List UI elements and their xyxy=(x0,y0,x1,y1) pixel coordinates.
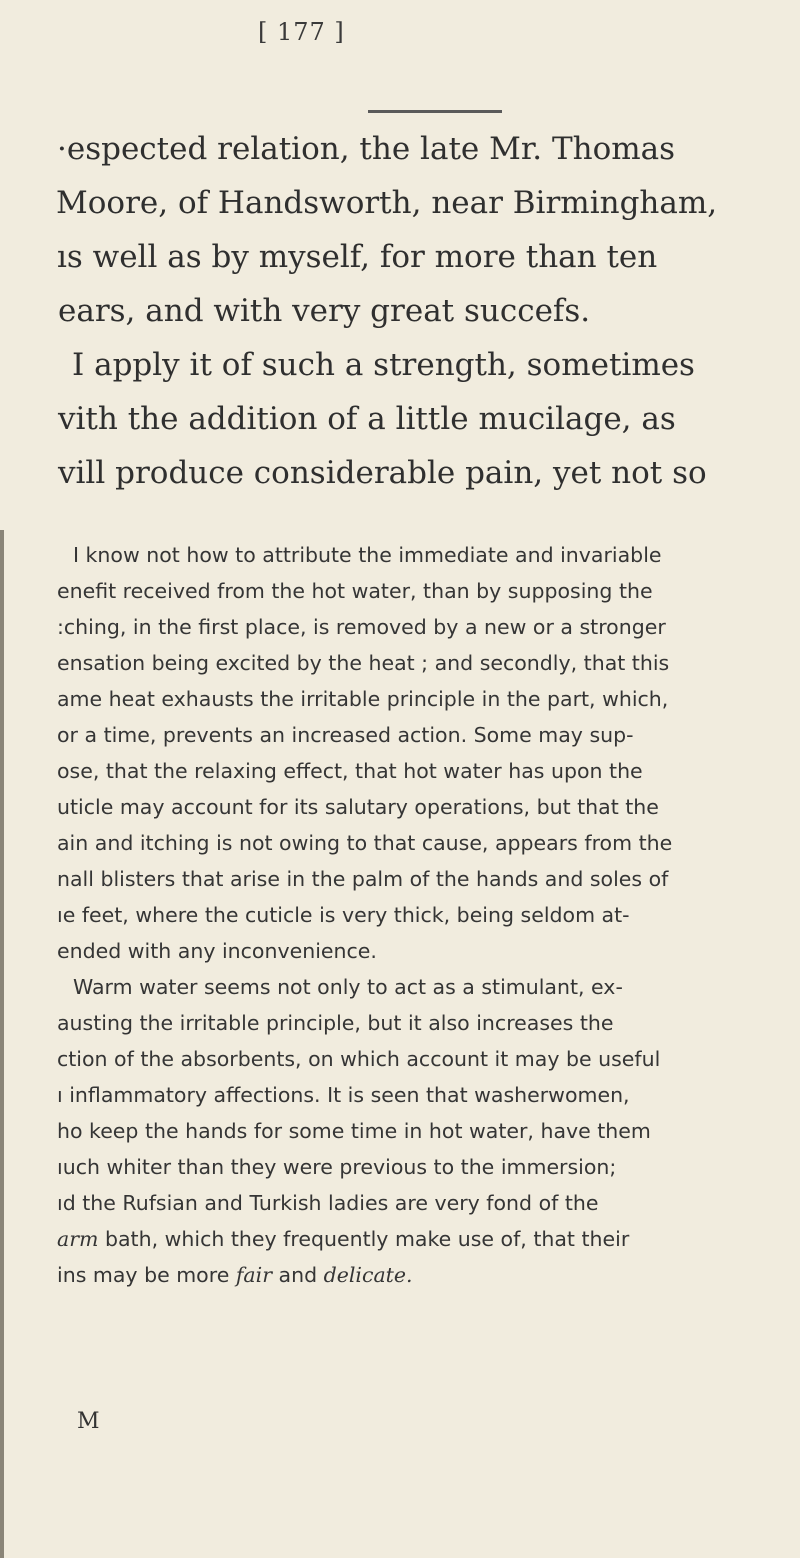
signature-mark: M xyxy=(77,1409,100,1434)
footnote-line: Warm water seems not only to act as a stimulant, ex- xyxy=(73,975,623,999)
footnote-text: ins may be more xyxy=(57,1263,236,1287)
footnote-line: enefit received from the hot water, than by supposing the xyxy=(57,579,653,603)
footnote-line: ıuch whiter than they were previous to the immersion; xyxy=(57,1155,617,1179)
footnote-line: :ching, in the first place, is removed by a new or a stronger xyxy=(57,615,666,639)
footnote-line: ction of the absorbents, on which account it may be useful xyxy=(57,1047,661,1071)
italic-word: delicate. xyxy=(323,1263,413,1287)
header-rule xyxy=(368,110,502,113)
footnote-text: bath, which they frequently make use of, that their xyxy=(98,1227,630,1251)
italic-word: arm xyxy=(57,1227,99,1251)
main-line: ears, and with very great succefs. xyxy=(58,293,591,329)
footnote-line xyxy=(0,1257,800,1293)
page-number: [ 177 ] xyxy=(258,18,345,46)
main-text-block xyxy=(0,122,800,500)
footnote-line: austing the irritable principle, but it also increases the xyxy=(57,1011,614,1035)
footnote-line: ıe feet, where the cuticle is very thick, being seldom at- xyxy=(57,903,630,927)
main-line: I apply it of such a strength, sometimes xyxy=(72,347,695,383)
footnote-line: ensation being excited by the heat ; and secondly, that this xyxy=(57,651,670,675)
footnote-line: ose, that the relaxing effect, that hot water has upon the xyxy=(57,759,643,783)
footnote-line: nall blisters that arise in the palm of the hands and soles of xyxy=(57,867,669,891)
footnote-text: and xyxy=(272,1263,324,1287)
main-line: ıs well as by myself, for more than ten xyxy=(57,239,658,275)
main-line: Moore, of Handsworth, near Birmingham, xyxy=(56,185,718,221)
footnote-line: ame heat exhausts the irritable principle in the part, which, xyxy=(57,687,669,711)
footnote-line: ain and itching is not owing to that cause, appears from the xyxy=(57,831,673,855)
footnote-line xyxy=(0,1221,800,1257)
footnote-line: or a time, prevents an increased action. Some may sup- xyxy=(57,723,634,747)
footnote-line: ended with any inconvenience. xyxy=(57,939,377,963)
main-line: ·espected relation, the late Mr. Thomas xyxy=(57,131,676,167)
footnote-line: ho keep the hands for some time in hot water, have them xyxy=(57,1119,651,1143)
footnote-line: uticle may account for its salutary operations, but that the xyxy=(57,795,659,819)
main-line: vith the addition of a little mucilage, as xyxy=(58,401,676,437)
footnote-line: I know not how to attribute the immediate and invariable xyxy=(73,543,662,567)
footnote-block xyxy=(0,537,800,1293)
italic-word: fair xyxy=(235,1263,272,1287)
footnote-line: ı inflammatory affections. It is seen that washerwomen, xyxy=(57,1083,630,1107)
footnote-line: ıd the Rufsian and Turkish ladies are very fond of the xyxy=(57,1191,599,1215)
main-line: vill produce considerable pain, yet not so xyxy=(58,455,707,491)
